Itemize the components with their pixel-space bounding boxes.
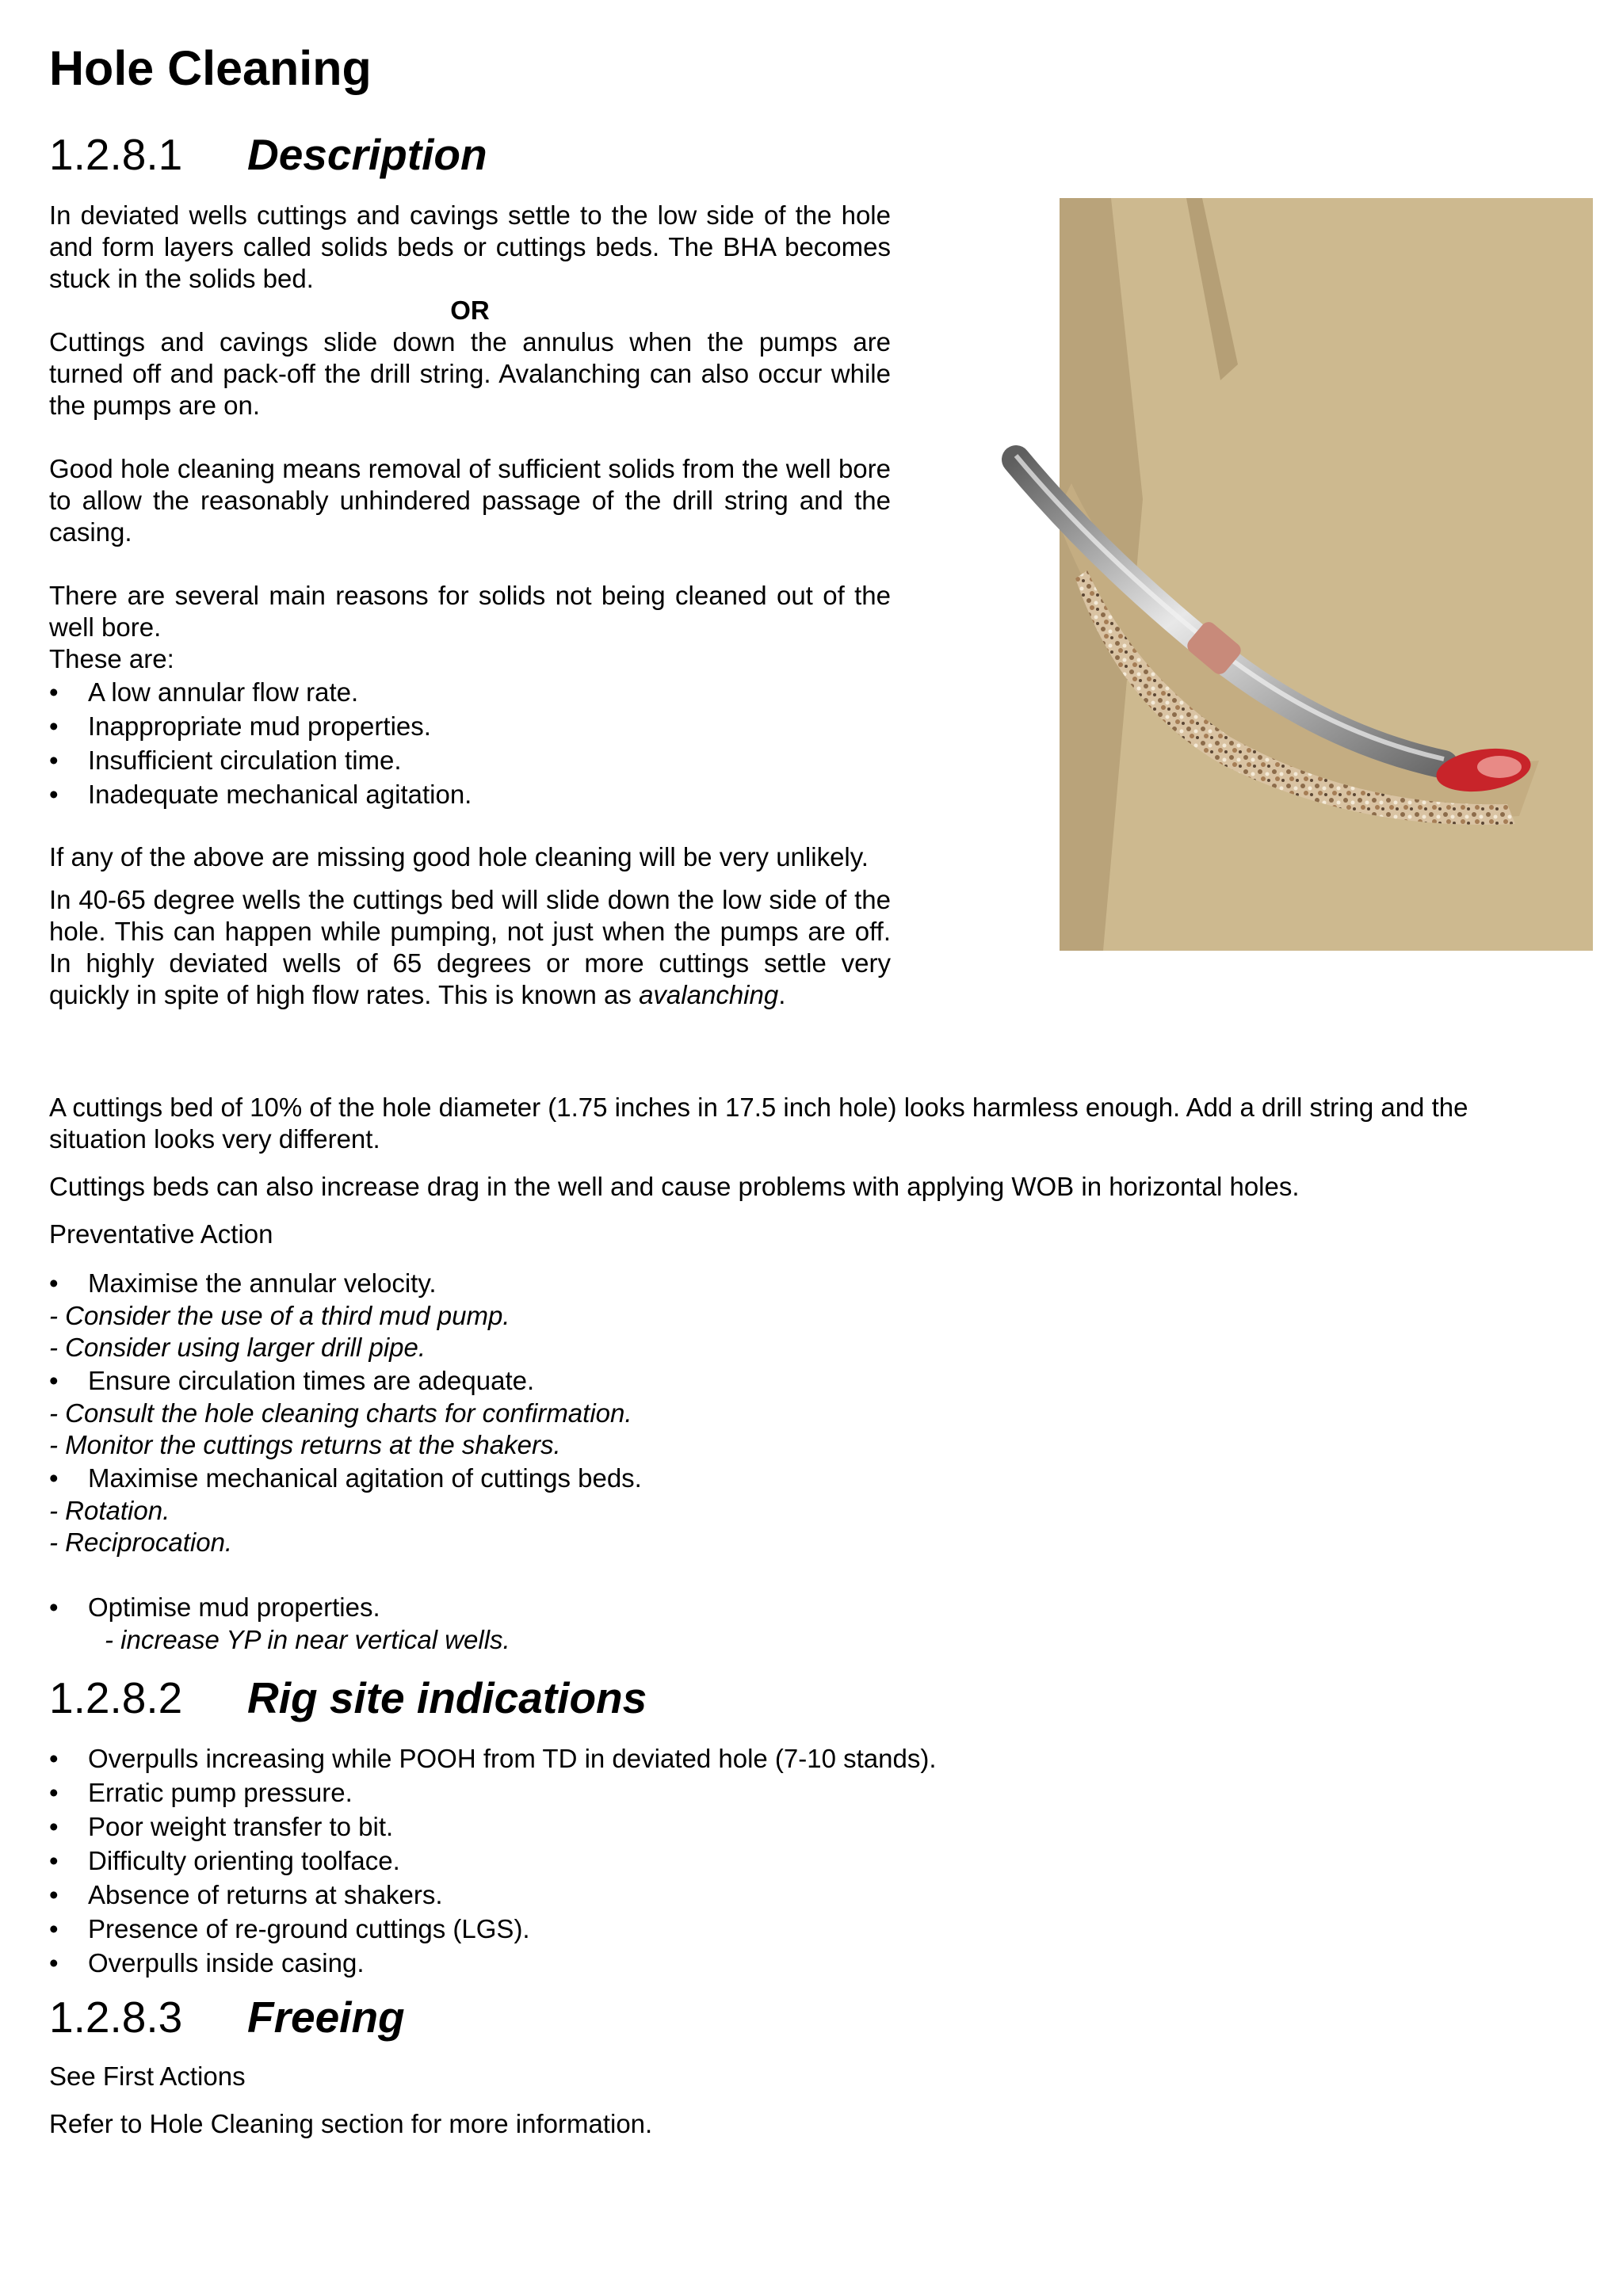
section-number: 1.2.8.1: [49, 130, 183, 179]
action-item: • Maximise the annular velocity.: [49, 1266, 1571, 1300]
action-subitem: - Rotation.: [49, 1496, 170, 1525]
preventative-heading: Preventative Action: [49, 1219, 273, 1249]
action-item: • Optimise mud properties.: [49, 1590, 1571, 1624]
action-subitem: - Consider the use of a third mud pump.: [49, 1301, 510, 1330]
list-item: • Inadequate mechanical agitation.: [49, 777, 891, 811]
action-subitem: - Monitor the cuttings returns at the shakers.: [49, 1430, 561, 1459]
section-title: Description: [247, 130, 487, 179]
paragraph: Refer to Hole Cleaning section for more information.: [49, 2109, 653, 2138]
action-subitem: - Reciprocation.: [49, 1527, 233, 1557]
paragraph: There are several main reasons for solids not being cleaned out of the well bore.: [49, 581, 891, 642]
list-item: • Overpulls inside casing.: [49, 1946, 1571, 1980]
section-heading-description: [49, 128, 487, 181]
freeing-text: [49, 2061, 1571, 2140]
action-subitem: - Consult the hole cleaning charts for confirmation.: [49, 1398, 632, 1428]
section-heading-rig-site-indications: [49, 1672, 647, 1724]
section-title: Rig site indications: [247, 1673, 647, 1722]
list-item: • Difficulty orienting toolface.: [49, 1844, 1571, 1878]
list-item: • A low annular flow rate.: [49, 675, 891, 709]
drill-bit-face: [1477, 756, 1522, 778]
action-subitem: - increase YP in near vertical wells.: [105, 1625, 510, 1654]
or-label: OR: [450, 296, 490, 325]
list-item: • Inappropriate mud properties.: [49, 709, 891, 743]
list-item: • Poor weight transfer to bit.: [49, 1810, 1571, 1844]
list-item: • Insufficient circulation time.: [49, 743, 891, 777]
full-width-text: [49, 1092, 1571, 1656]
avalanching-term: avalanching: [639, 980, 779, 1009]
section-number: 1.2.8.2: [49, 1673, 183, 1722]
list-item: • Erratic pump pressure.: [49, 1775, 1571, 1810]
cuttings-bed-illustration: [1000, 198, 1596, 952]
paragraph: Good hole cleaning means removal of sufficient solids from the well bore to allow the reasonably unhindered passage of the drill string and the casing.: [49, 454, 891, 547]
list-item: • Presence of re-ground cuttings (LGS).: [49, 1912, 1571, 1946]
paragraph-end: .: [778, 980, 786, 1009]
paragraph: A cuttings bed of 10% of the hole diameter (1.75 inches in 17.5 inch hole) looks harmless enough. Add a drill string and the situation looks very different.: [49, 1093, 1468, 1154]
wellbore-diagram: [1000, 198, 1596, 952]
action-item: • Ensure circulation times are adequate.: [49, 1363, 1571, 1398]
section-number: 1.2.8.3: [49, 1993, 183, 2042]
indications-list: [49, 1741, 1571, 1980]
list-item: • Overpulls increasing while POOH from TD in deviated hole (7-10 stands).: [49, 1741, 1571, 1775]
paragraph: If any of the above are missing good hole cleaning will be very unlikely.: [49, 842, 869, 871]
paragraph: Cuttings and cavings slide down the annulus when the pumps are turned off and pack-off the drill string. Avalanching can also occur while the pumps are on.: [49, 327, 891, 420]
paragraph: In deviated wells cuttings and cavings settle to the low side of the hole and form layers called solids beds or cuttings beds. The BHA becomes stuck in the solids bed.: [49, 200, 891, 293]
paragraph: Cuttings beds can also increase drag in the well and cause problems with applying WOB in horizontal holes.: [49, 1172, 1300, 1201]
list-item: • Absence of returns at shakers.: [49, 1878, 1571, 1912]
section-title: Freeing: [247, 1993, 405, 2042]
paragraph-avalanching: [49, 884, 891, 1011]
page-title: Hole Cleaning: [49, 41, 372, 95]
description-column: [49, 200, 891, 1011]
paragraph: These are:: [49, 644, 174, 673]
paragraph: See First Actions: [49, 2061, 246, 2091]
paragraph-text: In 40-65 degree wells the cuttings bed will slide down the low side of the hole. This can happen while pumping, not just when the pumps are off. In highly deviated wells of 65 degrees or more cuttings settle very quickly in spite of high flow rates. This is known as: [49, 885, 891, 1009]
section-heading-freeing: [49, 1991, 405, 2043]
action-item: • Maximise mechanical agitation of cuttings beds.: [49, 1461, 1571, 1495]
action-subitem: - Consider using larger drill pipe.: [49, 1333, 426, 1362]
